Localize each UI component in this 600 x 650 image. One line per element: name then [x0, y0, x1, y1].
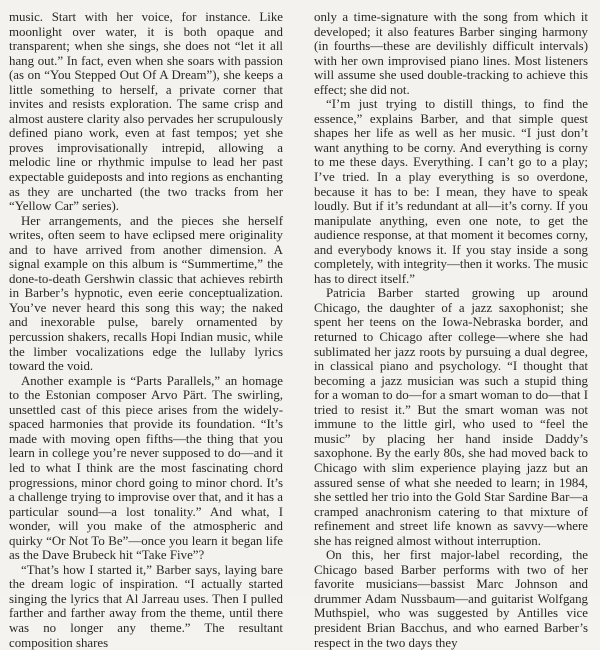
paragraph: music. Start with her voice, for instance. Like moonlight over water, it is both opaque and transparent; when she sings, she does not “let it all hang out.” In fact, even when she soars with passion (as on “You Stepped Out Of A Dream”), she keeps a little something to herself, a private corner that invites and resists exploration. The same crisp and almost austere clarity also pervades her scrupulously defined piano work, even at fast tempos; yet she proves improvisationally intrepid, allowing a melodic line or rhythmic impulse to lead her past expectable guideposts and into regions as enchanting as they are uncharted (the two tracks from her “Yellow Car” series). [9, 10, 283, 214]
paragraph: Her arrangements, and the pieces she herself writes, often seem to have eclipsed mere originality and to have arrived from another dimension. A signal example on this album is “Summertime,” the done-to-death Gershwin classic that achieves rebirth in Barber’s hypnotic, even eerie conceptualization. You’ve never heard this song this way; the naked and inexorable pulse, barely ornamented by percussion shakers, recalls Hopi Indian music, while the limber vocalizations edge the lullaby lyrics toward the void. [9, 213, 283, 374]
paragraph: only a time-signature with the song from which it developed; it also features Barber singing harmony (in fourths—these are devilishly difficult intervals) with her own improvised piano lines. Most listeners will assume she used double-tracking to achieve this effect; she did not. [314, 10, 588, 97]
paragraph: Another example is “Parts Parallels,” an homage to the Estonian composer Arvo Pärt. The swirling, unsettled cast of this piece arises from the widely-spaced harmonies that provide its foundation. “It’s made with moving open fifths—the thing that you learn in college you’re never supposed to do—and it led to what I think are the most fascinating chord progressions, minor chord going to minor chord. It’s a challenge trying to improvise over that, and it has a particular sound—a lost tonality.” And what, I wonder, will you make of the atmospheric and quirky “Or Not To Be”—once you learn it began life as the Dave Brubeck hit “Take Five”? [9, 373, 283, 563]
paragraph: “I’m just trying to distill things, to find the essence,” explains Barber, and that simple quest shapes her life as well as her music. “I just don’t want anything to be corny. And everything is corny to me these days. Everything. I can’t go to a play; I’ve tried. In a play everything is so overdone, because it has to be: I mean, they have to speak loudly. But if it’s redundant at all—it’s corny. If you manipulate anything, even one note, to get the audience response, at that moment it becomes corny, and everybody knows it. If you stay inside a song completely, with integrity—then it works. The music has to direct itself.” [314, 97, 588, 286]
paragraph: “That’s how I started it,” Barber says, laying bare the dream logic of inspiration. “I actually started singing the lyrics that Al Jarreau uses. Then I pulled farther and farther away from the theme, until there was no longer any theme.” The resultant composition shares [9, 562, 283, 650]
right-column [314, 10, 588, 650]
paragraph: Patricia Barber started growing up around Chicago, the daughter of a jazz saxophonist; she spent her teens on the Iowa-Nebraska border, and returned to Chicago after college—where she had sublimated her jazz roots by pursuing a dual degree, in classical piano and psychology. “I thought that becoming a jazz musician was such a stupid thing for a woman to do—for a smart woman to do—that I tried to resist it.” But the smart woman was not immune to the little girl, who used to “feel the music” by placing her hand inside Daddy’s saxophone. By the early 80s, she had moved back to Chicago with slim experience playing jazz but an assured sense of what she needed to learn; in 1984, she settled her trio into the Gold Star Sardine Bar—a cramped anachronism catering to that mixture of refinement and street life known as savvy—where she has reigned almost without interruption. [314, 286, 588, 548]
left-column [9, 10, 283, 650]
paragraph: On this, her first major-label recording, the Chicago based Barber performs with two of her favorite musicians—bassist Marc Johnson and drummer Adam Nussbaum—and guitarist Wolfgang Muthspiel, who was suggested by Antilles vice president Brian Bacchus, and who earned Barber’s respect in the two days they [314, 548, 588, 650]
